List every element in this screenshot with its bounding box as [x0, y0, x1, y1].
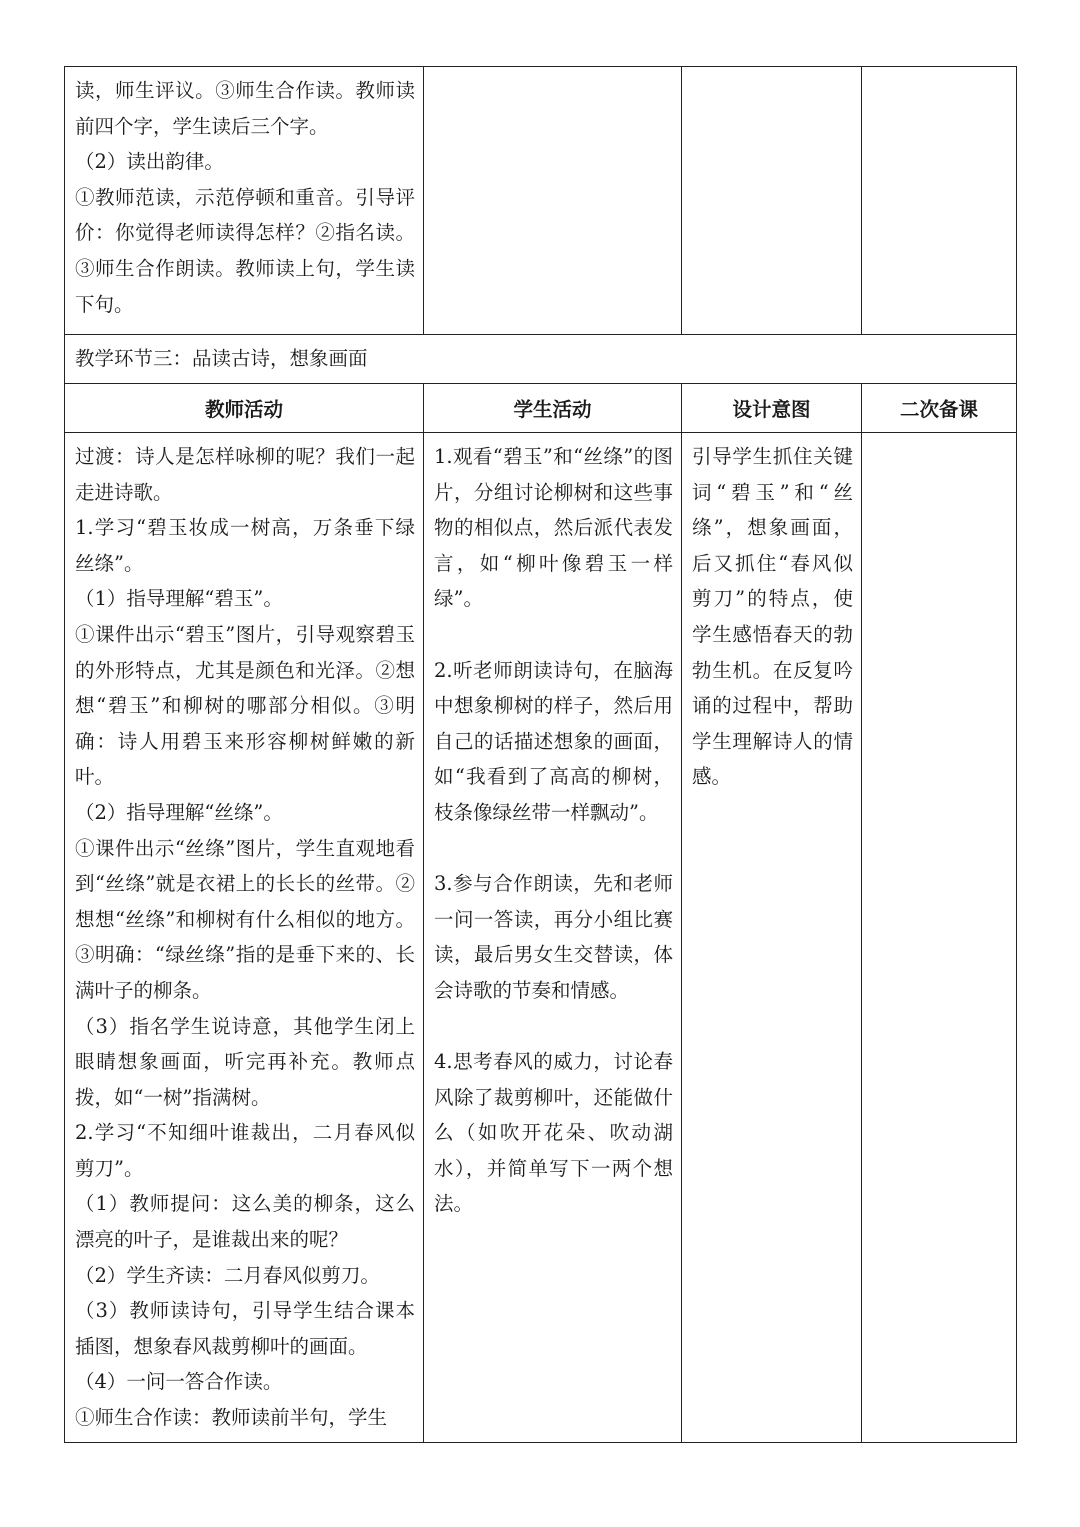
lesson-plan-table [64, 66, 1017, 1443]
student-activity-cell-empty [424, 67, 682, 335]
teacher-line: （1）教师提问：这么美的柳条，这么漂亮的叶子，是谁裁出来的呢？ [75, 1192, 415, 1252]
continuation-row [65, 67, 1017, 335]
student-item: 2.听老师朗读诗句，在脑海中想象柳树的样子，然后用自己的话描述想象的画面，如“我看到了高高的柳树，枝条像绿丝带一样飘动”。 [434, 658, 673, 824]
section-title-cell [65, 335, 1017, 384]
teacher-line: （2）读出韵律。 [75, 150, 224, 174]
teacher-line: （2）学生齐读：二月春风似剪刀。 [75, 1263, 380, 1287]
student-item: 4.思考春风的威力，讨论春风除了裁剪柳叶，还能做什么（如吹开花朵、吹动湖水），并简单写下一两个想法。 [434, 1050, 673, 1216]
header-row [65, 384, 1017, 433]
student-item: 3.参与合作朗读，先和老师一问一答读，再分小组比赛读，最后男女生交替读，体会诗歌的节奏和情感。 [434, 872, 673, 1002]
section-title: 教学环节三：品读古诗，想象画面 [75, 347, 368, 370]
teacher-line: 2.学习“不知细叶谁裁出，二月春风似剪刀”。 [75, 1121, 415, 1180]
header-student-activity: 学生活动 [424, 384, 682, 433]
second-prep-cell-empty [862, 67, 1017, 335]
teacher-line: ①教师范读，示范停顿和重音。引导评价：你觉得老师读得怎样？②指名读。③师生合作朗读。教师读上句，学生读下句。 [75, 185, 415, 316]
student-item: 1.观看“碧玉”和“丝绦”的图片，分组讨论柳树和这些事物的相似点，然后派代表发言，如“柳叶像碧玉一样绿”。 [434, 445, 673, 611]
header-teacher-activity: 教师活动 [65, 384, 424, 433]
teacher-line: （2）指导理解“丝绦”。 [75, 800, 283, 824]
design-intent-cell-empty [682, 67, 862, 335]
teacher-line: ①课件出示“丝绦”图片，学生直观地看到“丝绦”就是衣裙上的长长的丝带。②想想“丝绦”和柳树有什么相似的地方。③明确：“绿丝绦”指的是垂下来的、长满叶子的柳条。 [75, 836, 415, 1002]
section-row [65, 335, 1017, 384]
teacher-line: ①师生合作读：教师读前半句，学生 [75, 1406, 388, 1430]
teacher-line: 1.学习“碧玉妆成一树高，万条垂下绿丝绦”。 [75, 516, 415, 575]
teacher-line: 读，师生评议。③师生合作读。教师读前四个字，学生读后三个字。 [75, 79, 415, 138]
design-intent-text: 引导学生抓住关键词“碧玉”和“丝绦”，想象画面，后又抓住“春风似剪刀”的特点，使学生感悟春天的勃勃生机。在反复吟诵的过程中，帮助学生理解诗人的情感。 [692, 445, 853, 789]
teacher-line: （4）一问一答合作读。 [75, 1370, 283, 1394]
teacher-line: （3）教师读诗句，引导学生结合课本插图，想象春风裁剪柳叶的画面。 [75, 1299, 415, 1358]
teacher-line: （1）指导理解“碧玉”。 [75, 587, 283, 611]
teacher-line: （3）指名学生说诗意，其他学生闭上眼睛想象画面，听完再补充。教师点拨，如“一树”指满树。 [75, 1014, 415, 1109]
teacher-line: ①课件出示“碧玉”图片，引导观察碧玉的外形特点，尤其是颜色和光泽。②想想“碧玉”和柳树的哪部分相似。③明确：诗人用碧玉来形容柳树鲜嫩的新叶。 [75, 622, 415, 789]
student-activity-cell [424, 433, 682, 1443]
teacher-line: 过渡：诗人是怎样咏柳的呢？我们一起走进诗歌。 [75, 445, 415, 504]
teacher-activity-cell-continued [65, 67, 424, 335]
content-row [65, 433, 1017, 1443]
header-second-prep: 二次备课 [862, 384, 1017, 433]
design-intent-cell [682, 433, 862, 1443]
header-design-intent: 设计意图 [682, 384, 862, 433]
second-prep-cell [862, 433, 1017, 1443]
teacher-activity-cell [65, 433, 424, 1443]
